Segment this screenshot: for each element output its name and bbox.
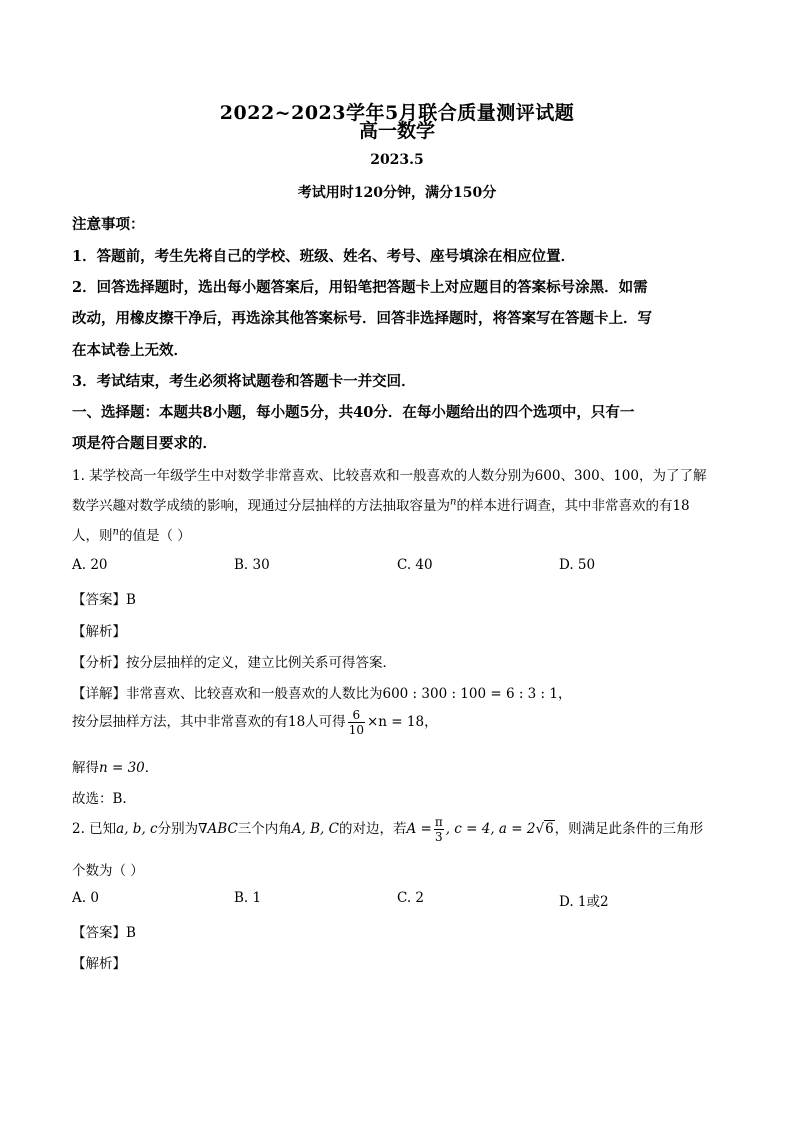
section-1-line-2: 项是符合题目要求的． [72,435,217,452]
q2-sqrt-value: 6 [545,821,554,837]
q1-analysis-tag: 【解析】 [72,624,126,640]
q2-answer [72,921,136,941]
q2-text-e: ，则满足此条件的三角形 [554,821,704,837]
exam-date: 2023.5 [370,152,424,168]
q2-text-d: 的对边，若 [338,821,407,837]
q1-fenxi [72,651,396,671]
notes-heading: 注意事项： [72,216,145,233]
q1-xiangjie [72,682,572,702]
q1-fraction-denominator: 10 [348,723,364,737]
q1-step-3-expression: n = 30 [99,760,145,776]
q1-xiangjie-text: 非常喜欢、比较喜欢和一般喜欢的人数比为 [126,686,383,702]
notes-item-2-line-1: 2．回答选择题时，选出每小题答案后，用铅笔把答题卡上对应题目的答案标号涂黑．如需 [72,279,648,296]
q1-conclusion: 故选：B. [72,791,127,807]
q1-option-a: A. 20 [72,557,108,573]
q1-fraction-numerator: 6 [348,708,365,723]
subject-title: 高一数学 [358,120,435,142]
q2-fraction-denominator: 3 [434,830,443,844]
q2-angle-a-label: A = [406,821,432,837]
q1-variable-n-2: n [112,526,119,538]
q2-stem-line-1: 2. 已知a, b, c分别为∇ABC三个内角A, B, C的对边，若A = $\frac{\pi}{3}$ , c = 4, a = 2√6，则满足此条件的三角形 [72,815,704,844]
q1-xiangjie-end: ， [558,686,572,702]
q2-fraction-numerator: π [434,815,443,829]
notes-item-2-line-3: 在本试卷上无效． [72,342,188,359]
q2-option-d: D. 1或2 [559,894,609,910]
q1-fraction [348,708,365,737]
q1-step-3-end: ． [144,760,159,776]
q1-stem-line-1: 1. 某学校高一年级学生中对数学非常喜欢、比较喜欢和一般喜欢的人数分别为600、300、100，为了了解 [72,468,707,484]
q2-text-c: 三个内角 [237,821,292,837]
q1-stem-line-3-text-a: 人，则 [72,528,113,544]
notes-item-3: 3．考试结束，考生必须将试题卷和答题卡一并交回． [72,373,416,390]
q1-step-2-end: ， [424,714,438,730]
q1-answer-value: B [126,592,136,608]
q1-fenxi-text: 按分层抽样的定义，建立比例关系可得答案． [126,655,396,671]
q1-step-2 [72,708,438,737]
q2-angle-variables: A, B, C [291,821,339,837]
q1-stem-line-3 [72,524,191,544]
q2-option-b: B. 1 [234,890,262,906]
q2-option-c: C. 2 [397,890,425,906]
q1-step-3 [72,756,158,776]
q2-triangle-symbol: ∇ABC [198,821,238,837]
q1-answer-tag: 【答案】 [72,592,126,608]
q2-answer-tag: 【答案】 [72,925,126,941]
q1-stem-line-2 [72,494,690,514]
q1-stem-line-3-text-b: 的值是（ ） [118,528,191,544]
q1-stem-line-2-text-b: 的样本进行调查，其中非常喜欢的有18 [456,498,690,514]
q2-side-variables: a, b, c [116,821,158,837]
q2-fraction [434,815,444,844]
page-title: 2022~2023学年5月联合质量测评试题 [219,102,575,124]
q2-text-a: 2. 已知 [72,821,117,837]
q1-step-2-expression: ×n = 18 [366,714,425,730]
q1-variable-n: n [450,496,457,508]
q1-step-3-text: 解得 [72,760,99,776]
exam-duration: 考试用时120分钟，满分150分 [297,185,497,201]
notes-item-2-line-2: 改动，用橡皮擦干净后，再选涂其他答案标号．回答非选择题时，将答案写在答题卡上．写 [72,310,652,327]
notes-item-1: 1．答题前，考生先将自己的学校、班级、姓名、考号、座号填涂在相应位置． [72,248,576,265]
q2-stem-line-2: 个数为（ ） [72,863,144,879]
q1-step-2-text: 按分层抽样方法，其中非常喜欢的有18人可得 [72,714,346,730]
q1-answer [72,588,136,608]
q1-ratio-expression: 600 : 300 : 100 = 6 : 3 : 1 [382,686,558,702]
q2-text-b: 分别为 [157,821,199,837]
q1-option-d: D. 50 [559,557,596,573]
q2-analysis-tag: 【解析】 [72,956,126,972]
q2-option-a: A. 0 [72,890,99,906]
q2-answer-value: B [126,925,136,941]
section-1-line-1: 一、选择题：本题共8小题，每小题5分，共40分．在每小题给出的四个选项中，只有一 [72,404,635,421]
q1-option-b: B. 30 [234,557,270,573]
q1-option-c: C. 40 [397,557,433,573]
q2-conditions: , c = 4, a = 2 [445,821,536,837]
q1-stem-line-2-text-a: 数学兴趣对数学成绩的影响，现通过分层抽样的方法抽取容量为 [72,498,450,514]
q1-xiangjie-tag: 【详解】 [72,686,126,702]
q1-fenxi-tag: 【分析】 [72,655,126,671]
